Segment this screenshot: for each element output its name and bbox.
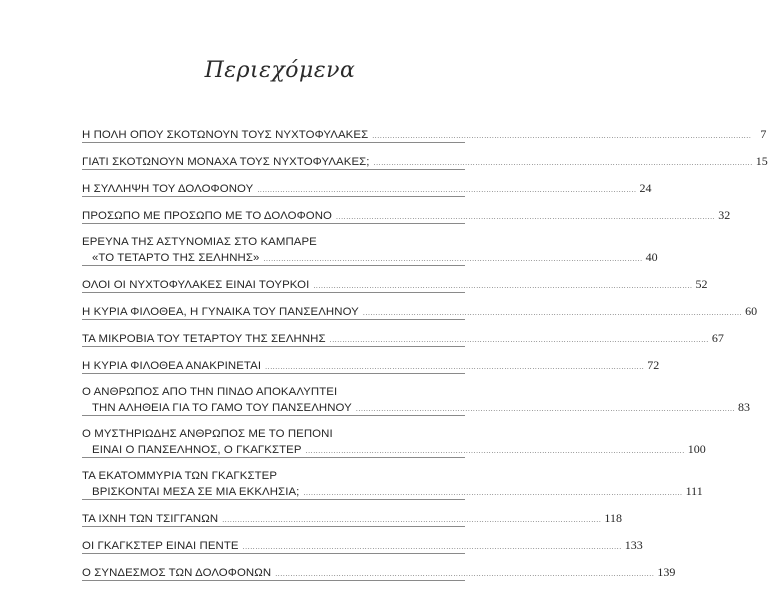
toc-entry-line	[82, 484, 703, 499]
dot-leader: .....................................................................................................................................................	[275, 571, 655, 578]
toc-entry-line	[82, 235, 465, 250]
toc-entry-line	[82, 208, 731, 223]
toc-page-number: 15	[755, 154, 768, 168]
toc-page-number: 133	[624, 538, 643, 552]
toc-entry-title: ΕΙΝΑΙ Ο ΠΑΝΣΕΛΗΝΟΣ, Ο ΓΚΑΓΚΣΤΕΡ	[92, 444, 302, 456]
toc-entry	[82, 127, 767, 143]
dot-leader: .....................................................................................................................................................	[305, 448, 685, 455]
toc-entry-title: ΕΡΕΥΝΑ ΤΗΣ ΑΣΤΥΝΟΜΙΑΣ ΣΤΟ ΚΑΜΠΑΡΕ	[82, 236, 317, 248]
toc-entry-line	[82, 442, 706, 457]
dot-leader: .....................................................................................................................................................	[336, 214, 716, 221]
toc-page-number: 83	[738, 400, 751, 414]
toc-entry-title: Ο ΑΝΘΡΩΠΟΣ ΑΠΟ ΤΗΝ ΠΙΝΔΟ ΑΠΟΚΑΛΥΠΤΕΙ	[82, 386, 338, 398]
toc-page-number: 118	[604, 511, 622, 525]
dot-leader: .....................................................................................................................................................	[222, 517, 602, 524]
toc-entry-line	[82, 538, 643, 553]
toc-entry-line	[82, 400, 751, 415]
toc-entry	[82, 358, 660, 374]
toc-entry	[82, 427, 706, 458]
toc-entry	[82, 565, 676, 581]
toc-entry	[82, 154, 768, 170]
toc-entry-line	[82, 331, 724, 346]
toc-entry-title: Ο ΣΥΝΔΕΣΜΟΣ ΤΩΝ ΔΟΛΟΦΟΝΩΝ	[82, 567, 272, 579]
toc-entry-title: «ΤΟ ΤΕΤΑΡΤΟ ΤΗΣ ΣΕΛΗΝΗΣ»	[92, 252, 260, 264]
toc-entry-title: Η ΣΥΛΛΗΨΗ ΤΟΥ ΔΟΛΟΦΟΝΟΥ	[82, 183, 254, 195]
toc-entry	[82, 304, 758, 320]
toc-entry-title: ΤΑ ΕΚΑΤΟΜΜΥΡΙΑ ΤΩΝ ΓΚΑΓΚΣΤΕΡ	[82, 470, 278, 482]
toc-entry-line	[82, 181, 652, 196]
toc-entry-title: ΤΑ ΙΧΝΗ ΤΩΝ ΤΣΙΓΓΑΝΩΝ	[82, 513, 219, 525]
dot-leader: .....................................................................................................................................................	[373, 160, 753, 167]
toc-entry	[82, 208, 731, 224]
toc-entry-line	[82, 427, 465, 442]
toc-entry-line	[82, 154, 768, 169]
toc-entry-title: Η ΠΟΛΗ ΟΠΟΥ ΣΚΟΤΩΝΟΥΝ ΤΟΥΣ ΝΥΧΤΟΦΥΛΑΚΕΣ	[82, 129, 369, 141]
toc-page-number: 72	[647, 358, 660, 372]
toc-entry-title: Η ΚΥΡΙΑ ΦΙΛΟΘΕΑ ΑΝΑΚΡΙΝΕΤΑΙ	[82, 360, 262, 372]
toc-entry-line	[82, 385, 465, 400]
toc-entry	[82, 385, 751, 416]
toc-entry	[82, 469, 703, 500]
toc-entry-title: ΤΑ ΜΙΚΡΟΒΙΑ ΤΟΥ ΤΕΤΑΡΤΟΥ ΤΗΣ ΣΕΛΗΝΗΣ	[82, 333, 326, 345]
toc-entry-line	[82, 277, 708, 292]
toc-page-number: 139	[657, 565, 676, 579]
toc-entry-line	[82, 250, 658, 265]
toc-entry-title: ΟΛΟΙ ΟΙ ΝΥΧΤΟΦΥΛΑΚΕΣ ΕΙΝΑΙ ΤΟΥΡΚΟΙ	[82, 279, 310, 291]
dot-leader: .....................................................................................................................................................	[355, 406, 736, 413]
toc-page-number: 111	[685, 484, 703, 498]
page-title: Περιεχόμενα	[204, 58, 356, 83]
toc-page-number: 67	[711, 331, 724, 345]
toc-entry-line	[82, 469, 465, 484]
toc-entry-title: ΒΡΙΣΚΟΝΤΑΙ ΜΕΣΑ ΣΕ ΜΙΑ ΕΚΚΛΗΣΙΑ;	[92, 486, 300, 498]
toc-entry-title: Ο ΜΥΣΤΗΡΙΩΔΗΣ ΑΝΘΡΩΠΟΣ ΜΕ ΤΟ ΠΕΠΟΝΙ	[82, 428, 333, 440]
toc-entry-line	[82, 565, 676, 580]
toc-entry-title: ΓΙΑΤΙ ΣΚΟΤΩΝΟΥΝ ΜΟΝΑΧΑ ΤΟΥΣ ΝΥΧΤΟΦΥΛΑΚΕΣ;	[82, 156, 370, 168]
toc-entry	[82, 181, 652, 197]
dot-leader: .....................................................................................................................................................	[263, 256, 643, 263]
toc-page-number: 40	[645, 250, 658, 264]
dot-leader: .....................................................................................................................................................	[313, 283, 693, 290]
toc-entry-line	[82, 127, 767, 142]
toc-entry-line	[82, 511, 622, 526]
toc-entry-line	[82, 358, 660, 373]
toc-page-number: 52	[695, 277, 708, 291]
dot-leader: .....................................................................................................................................................	[303, 490, 683, 497]
dot-leader: .....................................................................................................................................................	[329, 337, 709, 344]
toc-entry	[82, 235, 658, 266]
dot-leader: .....................................................................................................................................................	[362, 310, 743, 317]
toc-entry-title: ΤΗΝ ΑΛΗΘΕΙΑ ΓΙΑ ΤΟ ΓΑΜΟ ΤΟΥ ΠΑΝΣΕΛΗΝΟΥ	[92, 402, 352, 414]
toc-entry	[82, 538, 643, 554]
toc-page-number: 60	[745, 304, 758, 318]
toc-page-number: 100	[687, 442, 706, 456]
dot-leader: .....................................................................................................................................................	[242, 544, 622, 551]
dot-leader: .....................................................................................................................................................	[265, 364, 645, 371]
dot-leader: .....................................................................................................................................................	[372, 133, 752, 140]
toc-entry	[82, 277, 708, 293]
dot-leader: .....................................................................................................................................................	[257, 187, 637, 194]
toc-entry-title: Η ΚΥΡΙΑ ΦΙΛΟΘΕΑ, Η ΓΥΝΑΙΚΑ ΤΟΥ ΠΑΝΣΕΛΗΝΟΥ	[82, 306, 359, 318]
toc-entry	[82, 511, 622, 527]
toc-page-number: 7	[760, 127, 767, 141]
toc-entry-line	[82, 304, 758, 319]
toc-entry-title: ΠΡΟΣΩΠΟ ΜΕ ΠΡΟΣΩΠΟ ΜΕ ΤΟ ΔΟΛΟΦΟΝΟ	[82, 210, 333, 222]
toc-page-number: 32	[718, 208, 731, 222]
toc-page-number: 24	[639, 181, 652, 195]
toc-entry	[82, 331, 724, 347]
toc-entry-title: ΟΙ ΓΚΑΓΚΣΤΕΡ ΕΙΝΑΙ ΠΕΝΤΕ	[82, 540, 239, 552]
